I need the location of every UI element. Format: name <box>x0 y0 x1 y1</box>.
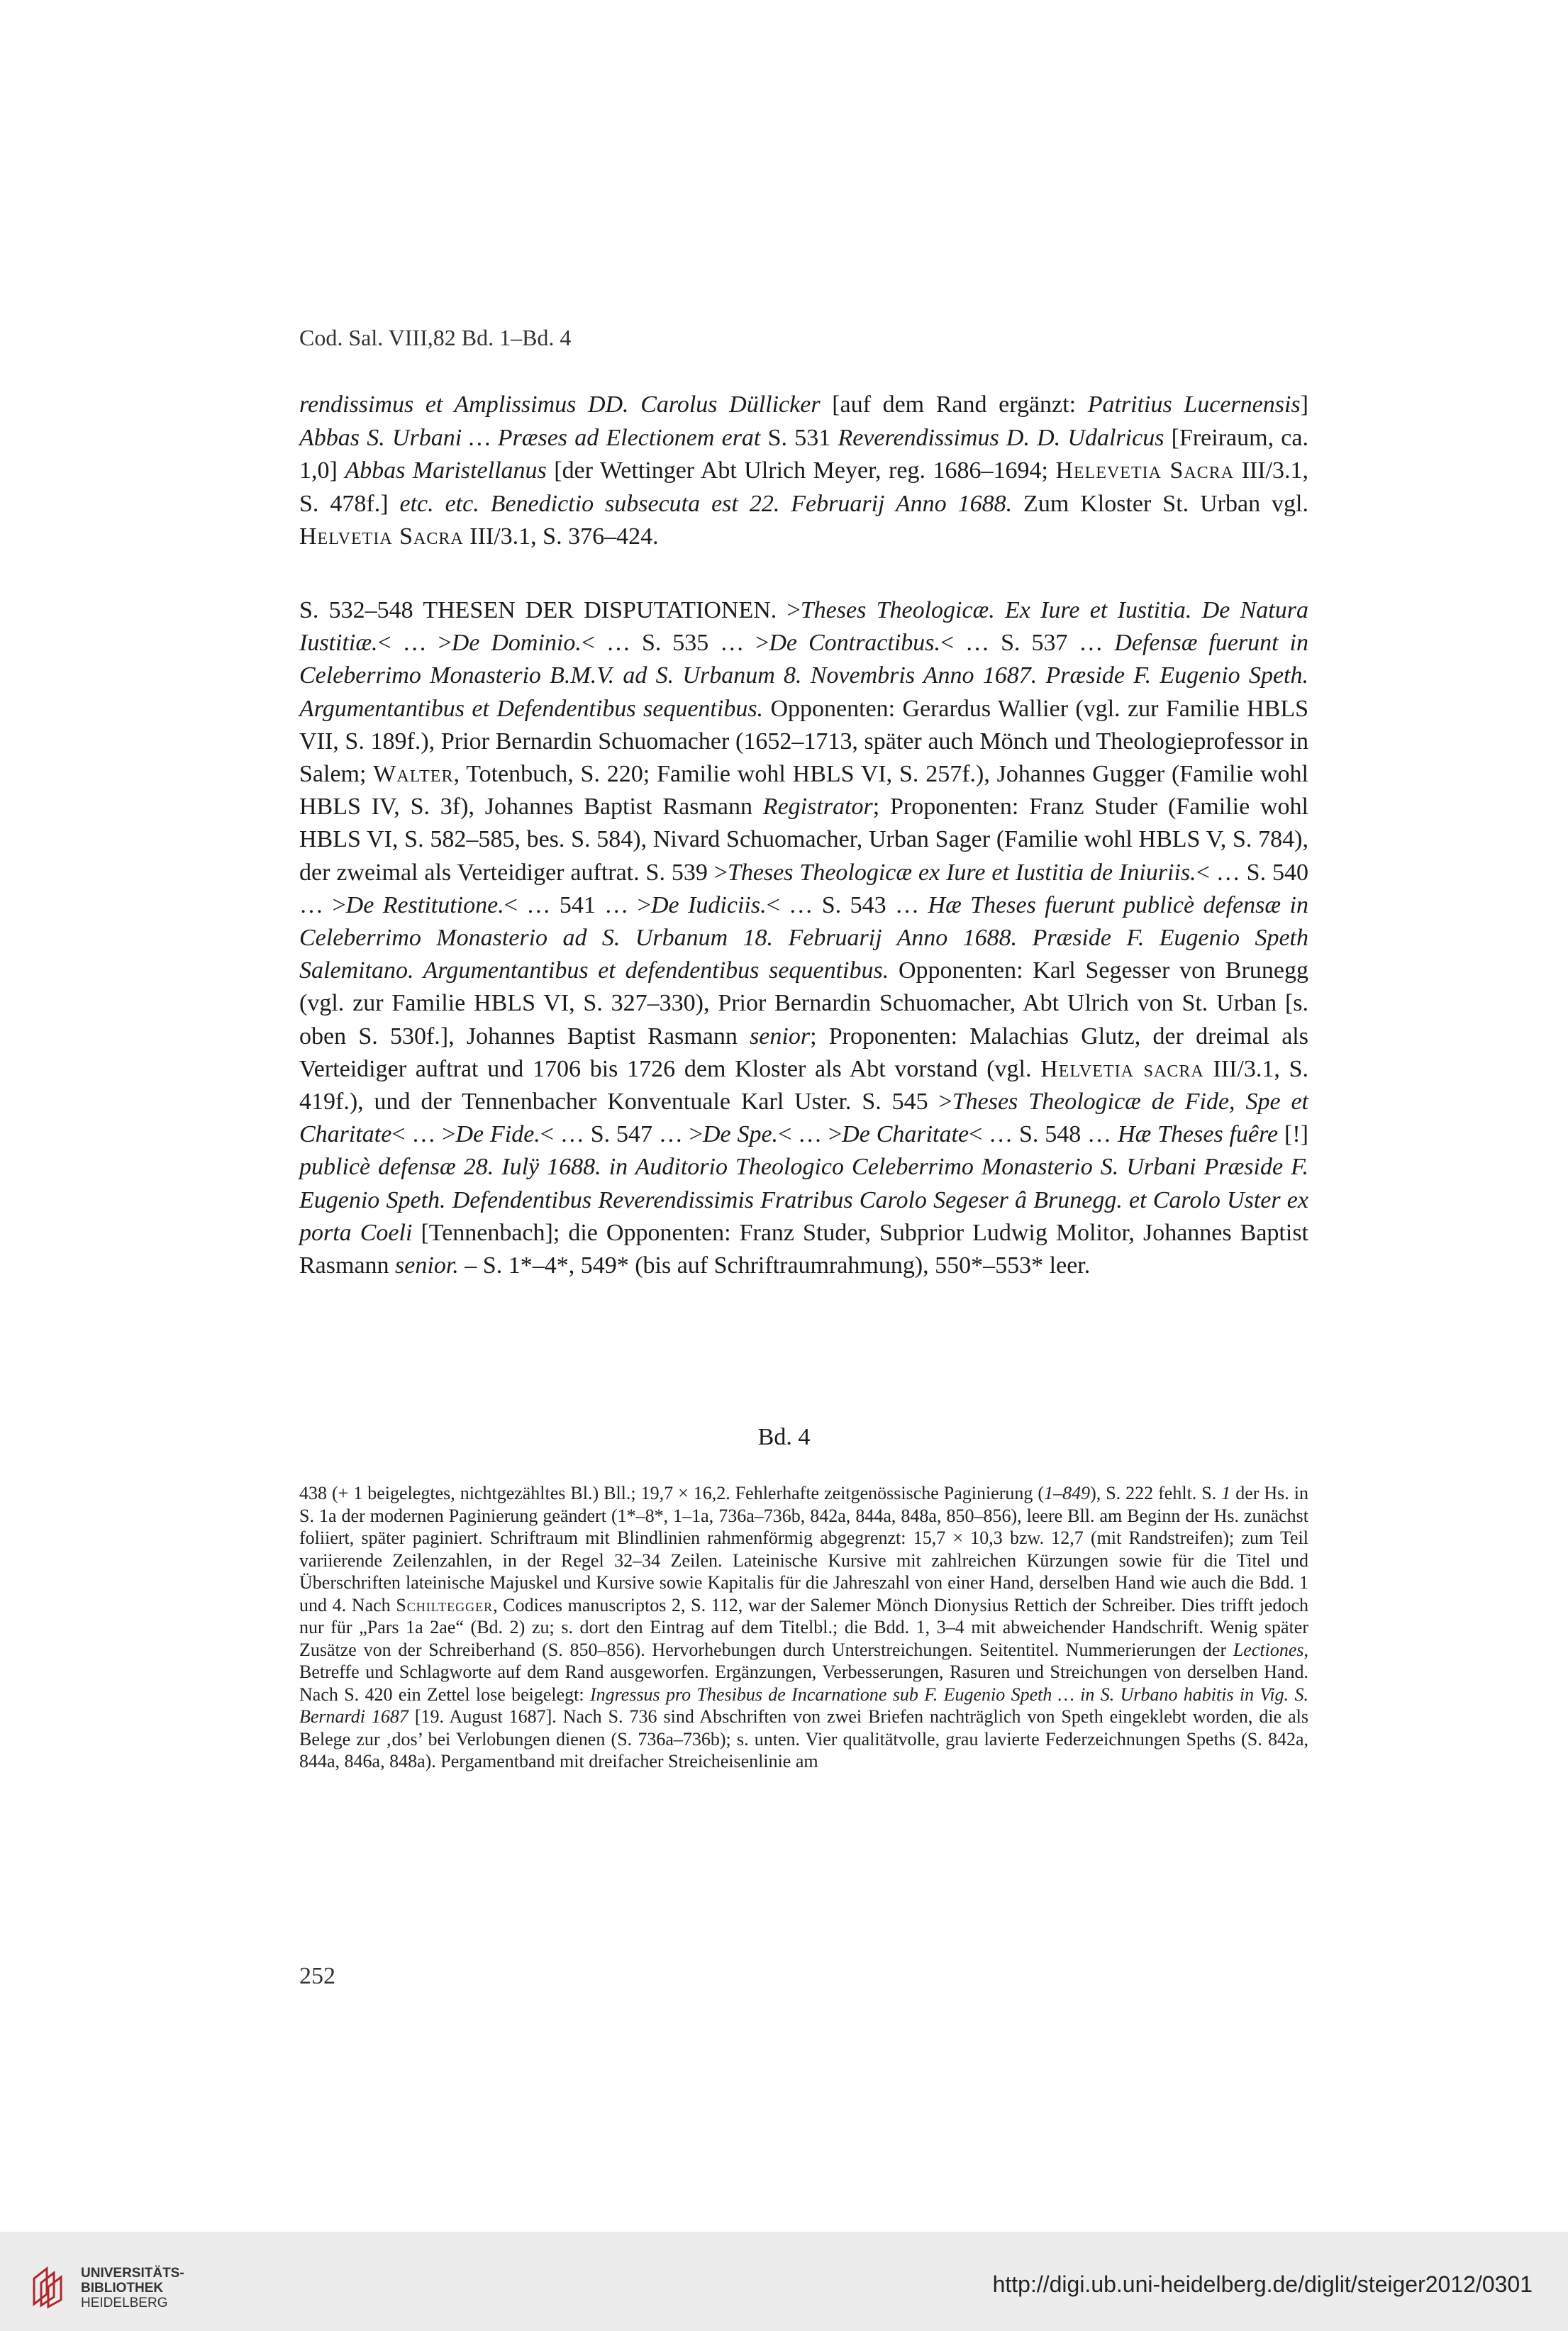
paragraph-abbatial-election: rendissimus et Amplissimus DD. Carolus Düllicker [auf dem Rand ergänzt: Patritius Lucernensis] Abbas S. Urbani … Præses ad Electionem erat S. 531 Reverendissimus D. D. Udalricus [Freiraum, ca. 1,0] Abbas Maristellanus [der Wettinger Abt Ulrich Meyer, reg. 1686–1694; Helevetia Sacra III/3.1, S. 478f.] etc. etc. Benedictio subsecuta est 22. Februarij Anno 1688. Zum Kloster St. Urban vgl. Helvetia Sacra III/3.1, S. 376–424. <box>299 391 1308 550</box>
permalink-url[interactable]: http://digi.ub.uni-heidelberg.de/diglit/steiger2012/0301 <box>992 2271 1533 2297</box>
library-logo-icon <box>28 2263 71 2310</box>
library-name: UNIVERSITÄTS- BIBLIOTHEK HEIDELBERG <box>81 2266 184 2310</box>
paragraph-codex-description: 438 (+ 1 beigelegtes, nichtgezähltes Bl.) Bll.; 19,7 × 16,2. Fehlerhafte zeitgenössische Paginierung (1–849), S. 222 fehlt. S. 1 der Hs. in S. 1a der modernen Paginierung geändert (1*–8*, 1–1a, 736a–736b, 842a, 844a, 848a, 850–856), leere Bll. am Beginn der Hs. zunächst foliiert, später paginiert. Schriftraum mit Blindlinien rahmenförmig abgegrenzt: 15,7 × 10,3 bzw. 12,7 (mit Randstreifen); zum Teil variierende Zeilenzahlen, in der Regel 32–34 Zeilen. Lateinische Kursive mit zahlreichen Kürzungen sowie für die Titel und Überschriften lateinische Majuskel und Kursive sowie Kapitalis für die Jahreszahl von einer Hand, derselben Hand wie auch die Bdd. 1 und 4. Nach Schiltegger, Codices manuscriptos 2, S. 112, war der Salemer Mönch Dionysius Rettich der Schreiber. Dies trifft jedoch nur für „Pars 1a 2ae“ (Bd. 2) zu; s. dort den Eintrag auf dem Titelbl.; die Bdd. 1, 3–4 mit abweichender Handschrift. Wenig später Zusätze von der Schreiberhand (S. 850–856). Hervorhebungen durch Unterstreichungen. Seitentitel. Nummerierungen der Lectiones, Betreffe und Schlagworte auf dem Rand ausgeworfen. Ergänzungen, Verbesserungen, Rasuren und Streichungen von derselben Hand. Nach S. 420 ein Zettel lose beigelegt: Ingressus pro Thesibus de Incarnatione sub F. Eugenio Speth … in S. Urbano habitis in Vig. S. Bernardi 1687 [19. August 1687]. Nach S. 736 sind Abschriften von zwei Briefen nachträglich von Speth eingeklebt worden, die als Belege zur ‚dos’ bei Verlobungen dienen (S. 736a–736b); s. unten. Vier qualitätvolle, grau lavierte Federzeichnungen Speths (S. 842a, 844a, 846a, 848a). Pergamentband mit dreifacher Streicheisenlinie am <box>299 1483 1308 1771</box>
running-header: Cod. Sal. VIII,82 Bd. 1–Bd. 4 <box>299 325 572 350</box>
viewer-footer-bar <box>0 2232 1568 2331</box>
volume-heading: Bd. 4 <box>757 1424 811 1450</box>
page-number: 252 <box>299 1963 335 1989</box>
paragraph-disputation-theses: S. 532–548 THESEN DER DISPUTATIONEN. >Theses Theologicæ. Ex Iure et Iustitia. De Natura Iustitiæ.< … >De Dominio.< … S. 535 … >De Contractibus.< … S. 537 … Defensæ fuerunt in Celeberrimo Monasterio B.M.V. ad S. Urbanum 8. Novembris Anno 1687. Præside F. Eugenio Speth. Argumentantibus et Defendentibus sequentibus. Opponenten: Gerardus Wallier (vgl. zur Familie HBLS VII, S. 189f.), Prior Bernardin Schuomacher (1652–1713, später auch Mönch und Theologieprofessor in Salem; Walter, Totenbuch, S. 220; Familie wohl HBLS VI, S. 257f.), Johannes Gugger (Familie wohl HBLS IV, S. 3f), Johannes Baptist Rasmann Registrator; Proponenten: Franz Studer (Familie wohl HBLS VI, S. 582–585, bes. S. 584), Nivard Schuomacher, Urban Sager (Familie wohl HBLS V, S. 784), der zweimal als Verteidiger auftrat. S. 539 >Theses Theologicæ ex Iure et Iustitia de Iniuriis.< … S. 540 … >De Restitutione.< … 541 … >De Iudiciis.< … S. 543 … Hæ Theses fuerunt publicè defensæ in Celeberrimo Monasterio ad S. Urbanum 18. Februarij Anno 1688. Præside F. Eugenio Speth Salemitano. Argumentantibus et defendentibus sequentibus. Opponenten: Karl Segesser von Brunegg (vgl. zur Familie HBLS VI, S. 327–330), Prior Bernardin Schuomacher, Abt Ulrich von St. Urban [s. oben S. 530f.], Johannes Baptist Rasmann senior; Proponenten: Malachias Glutz, der dreimal als Verteidiger auftrat und 1706 bis 1726 dem Kloster als Abt vorstand (vgl. Helvetia sacra III/3.1, S. 419f.), und der Tennenbacher Konventuale Karl Uster. S. 545 >Theses Theologicæ de Fide, Spe et Charitate< … >De Fide.< … S. 547 … >De Spe.< … >De Charitate< … S. 548 … Hæ Theses fuêre [!] publicè defensæ 28. Iulÿ 1688. in Auditorio Theologico Celeberrimo Monasterio S. Urbani Præside F. Eugenio Speth. Defendentibus Reverendissimis Fratribus Carolo Segeser â Brunegg. et Carolo Uster ex porta Coeli [Tennenbach]; die Opponenten: Franz Studer, Subprior Ludwig Molitor, Johannes Baptist Rasmann senior. – S. 1*–4*, 549* (bis auf Schriftraumrahmung), 550*–553* leer. <box>299 597 1308 1279</box>
